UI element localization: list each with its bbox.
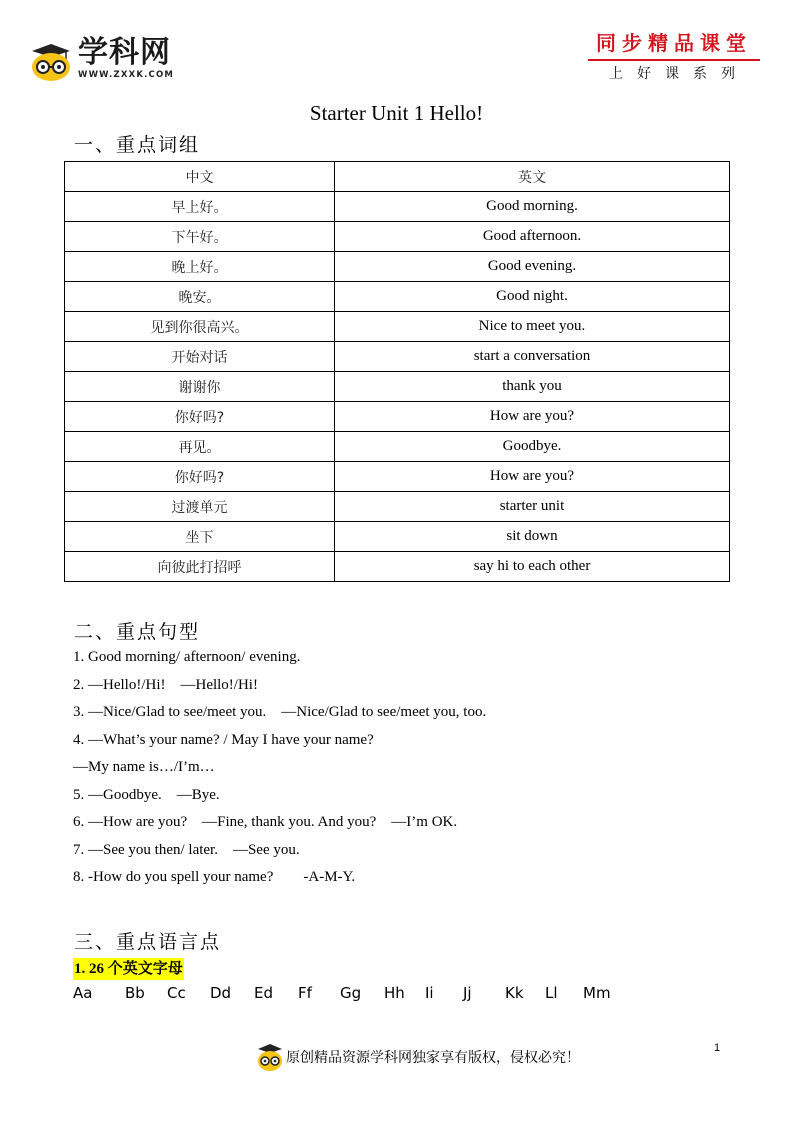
table-row — [65, 432, 730, 462]
mascot-face-icon — [28, 42, 74, 82]
sentence-line: 8. -How do you spell your name? -A-M-Y. — [73, 869, 356, 885]
cell-english: Goodbye. — [335, 432, 730, 462]
cell-chinese: 晚上好。 — [65, 252, 335, 282]
cell-english: Good night. — [335, 282, 730, 312]
column-header-chinese: 中文 — [65, 162, 335, 192]
column-header-english: 英文 — [335, 162, 730, 192]
alphabet-letter: Hh — [384, 984, 405, 1002]
table-header-row — [65, 162, 730, 192]
cell-chinese: 开始对话 — [65, 342, 335, 372]
cell-chinese: 你好吗? — [65, 462, 335, 492]
sentence-line: 5. —Goodbye. —Bye. — [73, 787, 220, 803]
cell-chinese: 谢谢你 — [65, 372, 335, 402]
alphabet-letter: Kk — [505, 984, 524, 1002]
section-heading-language-points: 三、重点语言点 — [74, 931, 222, 953]
cell-english: starter unit — [335, 492, 730, 522]
brand-title: 同步精品课堂 — [596, 31, 752, 55]
alphabet-letter: Cc — [167, 984, 186, 1002]
table-row — [65, 372, 730, 402]
cell-chinese: 你好吗? — [65, 402, 335, 432]
table-row — [65, 282, 730, 312]
table-row — [65, 552, 730, 582]
sentence-line: 7. —See you then/ later. —See you. — [73, 842, 300, 858]
cell-chinese: 向彼此打招呼 — [65, 552, 335, 582]
alphabet-letter: Mm — [583, 984, 611, 1002]
cell-english: thank you — [335, 372, 730, 402]
vocab-table — [64, 161, 730, 582]
table-row — [65, 342, 730, 372]
table-row — [65, 522, 730, 552]
logo-text: 学科网 — [78, 35, 171, 70]
sentence-line: 3. —Nice/Glad to see/meet you. —Nice/Glad to see/meet you, too. — [73, 704, 487, 720]
table-row — [65, 402, 730, 432]
cell-chinese: 再见。 — [65, 432, 335, 462]
alphabet-letter: Ii — [425, 984, 434, 1002]
alphabet-letter: Bb — [125, 984, 145, 1002]
alphabet-letter: Aa — [73, 984, 93, 1002]
cell-chinese: 晚安。 — [65, 282, 335, 312]
cell-english: How are you? — [335, 462, 730, 492]
sentence-line: 6. —How are you? —Fine, thank you. And you? —I’m OK. — [73, 814, 458, 830]
alphabet-line — [73, 982, 611, 1004]
alphabet-letter: Jj — [463, 984, 472, 1002]
table-row — [65, 222, 730, 252]
cell-english: Good morning. — [335, 192, 730, 222]
alphabet-letter: Ll — [545, 984, 558, 1002]
cell-english: say hi to each other — [335, 552, 730, 582]
section-heading-sentences: 二、重点句型 — [74, 621, 201, 643]
copyright-notice: 原创精品资源学科网独家享有版权，侵权必究！ — [286, 1050, 580, 1066]
cell-chinese: 下午好。 — [65, 222, 335, 252]
cell-chinese: 过渡单元 — [65, 492, 335, 522]
cell-english: start a conversation — [335, 342, 730, 372]
page-title: Starter Unit 1 Hello! — [309, 101, 484, 125]
table-row — [65, 192, 730, 222]
cell-english: Good evening. — [335, 252, 730, 282]
table-row — [65, 252, 730, 282]
sentence-line: 2. —Hello!/Hi! —Hello!/Hi! — [73, 677, 258, 693]
brand-subtitle: 上好课系列 — [609, 66, 749, 82]
sentence-line: 4. —What’s your name? / May I have your name? — [73, 732, 374, 748]
alphabet-letter: Gg — [340, 984, 362, 1002]
sentence-line: 1. Good morning/ afternoon/ evening. — [73, 649, 301, 665]
sentence-line: —My name is…/I’m… — [73, 759, 215, 775]
section-heading-phrases: 一、重点词组 — [74, 134, 201, 156]
cell-english: sit down — [335, 522, 730, 552]
table-row — [65, 312, 730, 342]
highlighted-point-title: 1. 26 个英文字母 — [73, 958, 184, 980]
cell-english: How are you? — [335, 402, 730, 432]
page-number: 1 — [714, 1042, 721, 1054]
mascot-face-icon — [256, 1042, 284, 1072]
cell-chinese: 坐下 — [65, 522, 335, 552]
alphabet-letter: Dd — [210, 984, 232, 1002]
footer — [256, 1042, 636, 1074]
brand-divider — [588, 59, 760, 61]
cell-chinese: 早上好。 — [65, 192, 335, 222]
logo-url: WWW.ZXXK.COM — [78, 70, 175, 80]
table-row — [65, 492, 730, 522]
site-logo — [28, 36, 188, 84]
brand-banner — [588, 30, 760, 83]
alphabet-letter: Ed — [254, 984, 273, 1002]
alphabet-letter: Ff — [298, 984, 312, 1002]
table-row — [65, 462, 730, 492]
cell-english: Nice to meet you. — [335, 312, 730, 342]
cell-english: Good afternoon. — [335, 222, 730, 252]
cell-chinese: 见到你很高兴。 — [65, 312, 335, 342]
